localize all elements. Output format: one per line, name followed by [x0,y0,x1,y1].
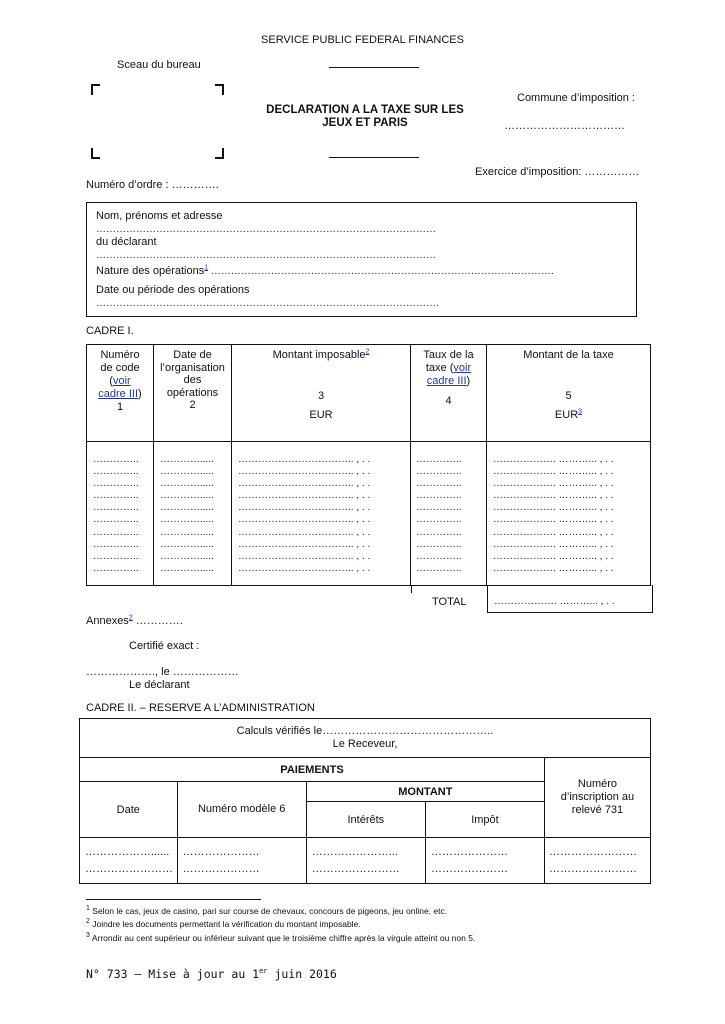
col2-l3: des [183,374,202,386]
entry-c2-row-4[interactable]: …………..... [160,490,214,502]
entry-c5-row-5[interactable]: ………………. ………... , . . [493,502,614,514]
entry-c2-row-5[interactable]: …………..... [160,502,214,514]
form-footer [86,967,337,981]
entry-c1-row-3[interactable]: ………….. [93,478,139,490]
total-box[interactable] [487,585,653,613]
calc-cell [80,719,651,758]
interets-entry-1[interactable]: …………………... [311,845,398,858]
col5-header [487,345,651,442]
col3-unit: EUR [309,409,333,421]
entry-c5-row-9[interactable]: ………………. ………... , . . [493,550,614,562]
col1-l2: de code [100,362,140,374]
modele-entry-2[interactable]: ………………… [182,862,260,875]
annexes-row [86,615,183,627]
footnote-2-text: Joindre les documents permettant la vérification du montant imposable. [92,919,361,929]
col5-label: Montant de la taxe [523,349,614,361]
entry-c2-row-10[interactable]: …………..... [160,562,214,574]
col1-num: 1 [116,401,124,413]
entry-c1-row-1[interactable]: ………….. [93,454,139,465]
footnote-3 [86,933,475,943]
date-entries[interactable] [80,838,178,884]
montant-header: MONTANT [306,782,544,802]
entry-c5-row-6[interactable]: ………………. ………... , . . [493,514,614,526]
entry-c1-row-2[interactable]: ………….. [93,466,139,478]
total-dots[interactable]: ………………. ………... , . . [494,596,615,607]
date-header: Date [80,782,178,838]
entry-c1-row-10[interactable]: ………….. [93,562,139,574]
col1-entries[interactable] [87,442,154,586]
col4-paren-close: ) [466,375,471,387]
entry-c4-row-8[interactable]: ………….. [416,538,462,550]
col4-link-voir[interactable]: voir [453,362,472,374]
footnote-2 [86,919,361,929]
footnote-2-num: 2 [86,918,90,926]
entry-c5-row-8[interactable]: ………………. ………... , . . [493,538,614,550]
entry-c1-row-6[interactable]: ………….. [93,514,139,526]
col4-entries[interactable] [411,442,487,586]
entry-c5-row-7[interactable]: ………………. ………... , . . [493,526,614,538]
entry-c4-row-4[interactable]: ………….. [416,490,462,502]
entry-c4-row-2[interactable]: ………….. [416,466,462,478]
col3-header [232,345,411,442]
cadre1-header-row [87,345,651,442]
seal-corner-br [215,148,224,159]
col2-l1: Date de [173,349,212,361]
seal-corner-tl [91,84,100,95]
annexes-dots[interactable]: …………. [132,615,183,627]
entry-c2-row-6[interactable]: …………..... [160,514,214,526]
entry-c2-row-1[interactable]: …………..... [160,454,214,465]
modele-entry-1[interactable]: ………………… [182,845,260,858]
entry-c3-row-1[interactable]: …………………………….. , . . [238,454,371,465]
commune-dots[interactable]: …………………………… [504,120,625,132]
entry-c3-row-6[interactable]: …………………………….. , . . [238,514,371,526]
entry-c3-row-8[interactable]: …………………………….. , . . [238,538,371,550]
payment-entry-row [80,838,651,884]
cadre2-table [79,718,651,884]
footnote-3-text: Arrondir au cent supérieur ou inférieur suivant que le troisième chiffre après la virgule atteint ou non 5. [91,933,476,943]
footer-text2: juin 2016 [267,967,337,981]
seal-corner-bl [91,148,100,159]
col1-link-cadre3[interactable]: cadre III [98,388,139,400]
col4-l2: taxe ( [425,362,454,374]
col3-num: 3 [317,390,325,402]
receveur-label: Le Receveur, [332,738,398,750]
col4-link-cadre3[interactable]: cadre III [426,375,467,387]
entry-c3-row-2[interactable]: …………………………….. , . . [238,466,371,478]
entry-c4-row-5[interactable]: ………….. [416,502,462,514]
entry-c4-row-9[interactable]: ………….. [416,550,462,562]
footnote-ref-2[interactable]: 2 [365,348,370,356]
footnote-3-num: 3 [86,932,90,940]
interets-entries[interactable] [306,838,425,884]
entry-c4-row-10[interactable]: ………….. [416,562,462,574]
calc-line[interactable]: Calculs vérifiés le……………………………………….. [236,725,494,737]
entry-c3-row-7[interactable]: …………………………….. , . . [238,526,371,538]
inscription-entry-2[interactable]: …………………… [548,862,637,875]
certify-date-line[interactable]: ………………., le ……………… [86,666,239,678]
nature-row [96,265,554,278]
entry-c2-row-8[interactable]: …………..... [160,538,214,550]
entry-c2-row-2[interactable]: …………..... [160,466,214,478]
footnote-ref-1[interactable]: 1 [204,264,209,272]
footer-text: N° 733 – Mise à jour au 1 [86,967,260,981]
commune-label: Commune d’imposition : [517,92,635,104]
col3-label: Montant imposable [272,349,366,361]
entry-c3-row-9[interactable]: …………………………….. , . . [238,550,371,562]
impot-entry-2[interactable]: ………………… [430,862,508,875]
name-label: Nom, prénoms et adresse [96,210,223,222]
date-dots[interactable]: …………………………………………………………………………………………. [96,298,439,309]
entry-c1-row-5[interactable]: ………….. [93,502,139,514]
impot-header: Impôt [425,802,544,838]
col3-entries[interactable] [232,442,411,586]
total-label: TOTAL [432,596,467,608]
entry-c5-row-10[interactable]: ………………. ………... , . . [493,562,614,574]
modele-entries[interactable] [177,838,306,884]
nature-dots[interactable]: …………………………………………………………………………………………. [208,266,554,277]
date-label: Date ou période des opérations [96,284,250,296]
cadre1-data-row [87,442,651,586]
footer-sup: er [259,967,268,976]
calc-row [80,719,651,758]
col1-paren-close: ) [138,388,142,400]
cadre2-title: CADRE II. – RESERVE A L’ADMINISTRATION [86,702,315,714]
footnote-separator [86,899,261,900]
paiements-row [80,758,651,782]
title-underline [329,157,419,158]
entry-c2-row-9[interactable]: …………..... [160,550,214,562]
entry-c1-row-9[interactable]: ………….. [93,550,139,562]
entry-c4-row-7[interactable]: ………….. [416,526,462,538]
form-title-line1: DECLARATION A LA TAXE SUR LES [266,104,464,116]
entry-c3-row-4[interactable]: …………………………….. , . . [238,490,371,502]
col4-num: 4 [445,395,452,407]
entry-c5-row-1[interactable]: ………………. ………... , . . [493,454,614,465]
signature-line [329,67,419,68]
interets-entry-2[interactable]: …………………… [311,862,400,875]
impot-entry-1[interactable]: ………………… [430,845,508,858]
footnote-1-text: Selon le cas, jeux de casino, pari sur course de chevaux, concours de pigeons, jeu online, etc. [92,906,448,916]
entry-c3-row-3[interactable]: …………………………….. , . . [238,478,371,490]
col5-entries[interactable] [487,442,651,586]
address-dots[interactable]: ………………………………………………………………………………………… [96,250,436,261]
seal-label: Sceau du bureau [117,59,201,71]
col2-l2: l’organisation [160,361,225,374]
entry-c3-row-10[interactable]: …………………………….. , . . [238,562,371,574]
annexes-label: Annexes [86,615,129,627]
col5-num: 5 [565,390,572,402]
col2-header [154,345,232,442]
inscription-entries[interactable] [544,838,650,884]
entry-c1-row-7[interactable]: ………….. [93,526,139,538]
footnote-1-num: 1 [86,905,90,913]
entry-c2-row-7[interactable]: …………..... [160,526,214,538]
date-entry-2[interactable]: …………………… [85,862,173,875]
entry-c1-row-4[interactable]: ………….. [93,490,139,502]
inscription-header: Numéro d’inscription au relevé 731 [544,758,650,838]
exercice-field[interactable]: Exercice d’imposition: …………… [475,166,640,178]
entry-c5-row-4[interactable]: ………………. ………... , . . [493,490,614,502]
declarant-box [86,202,637,317]
col2-l4: opérations [166,386,219,399]
ministry-header: SERVICE PUBLIC FEDERAL FINANCES [261,34,464,46]
col4-header [411,345,487,442]
footnote-1 [86,906,447,916]
entry-c1-row-8[interactable]: ………….. [93,538,139,550]
entry-c4-row-3[interactable]: ………….. [416,478,462,490]
annexes-footnote-ref[interactable]: 2 [128,614,133,622]
entry-c5-row-3[interactable]: ………………. ………... , . . [493,478,614,490]
modele-header: Numéro modèle 6 [177,782,306,838]
paiements-header: PAIEMENTS [80,758,545,782]
col5-unit: EUR [554,409,579,421]
declarant-label: du déclarant [96,236,157,248]
ordre-field[interactable]: Numéro d’ordre : …………. [86,179,219,191]
col2-num: 2 [189,399,196,411]
col4-l1: Taux de la [423,349,474,361]
impot-entries[interactable] [425,838,544,884]
entry-c3-row-5[interactable]: …………………………….. , . . [238,502,371,514]
col2-entries[interactable] [154,442,232,586]
interets-header: Intérêts [306,802,425,838]
inscription-entry-1[interactable]: …………………… [548,845,637,858]
col1-link-voir[interactable]: voir [112,375,131,387]
col1-header [87,345,154,442]
declarant-signer: Le déclarant [129,679,190,691]
name-dots[interactable]: ………………………………………………………………………………………… [96,224,436,235]
col1-paren-open: ( [109,375,113,387]
cadre1-title: CADRE I. [86,325,134,337]
entry-c4-row-6[interactable]: ………….. [416,514,462,526]
seal-corner-tr [215,84,224,95]
date-entry-1[interactable]: ………………...... [85,845,170,858]
certify-label: Certifié exact : [129,640,200,652]
cadre1-table [86,344,651,586]
total-tick [411,585,412,593]
entry-c5-row-2[interactable]: ………………. ………... , . . [493,466,614,478]
entry-c2-row-3[interactable]: …………..... [160,478,214,490]
col1-l1: Numéro [100,349,140,361]
form-title-line2: JEUX ET PARIS [322,117,408,129]
footnote-ref-3[interactable]: 3 [578,408,583,416]
entry-c4-row-1[interactable]: ………….. [416,454,462,465]
nature-label: Nature des opérations [96,265,205,277]
